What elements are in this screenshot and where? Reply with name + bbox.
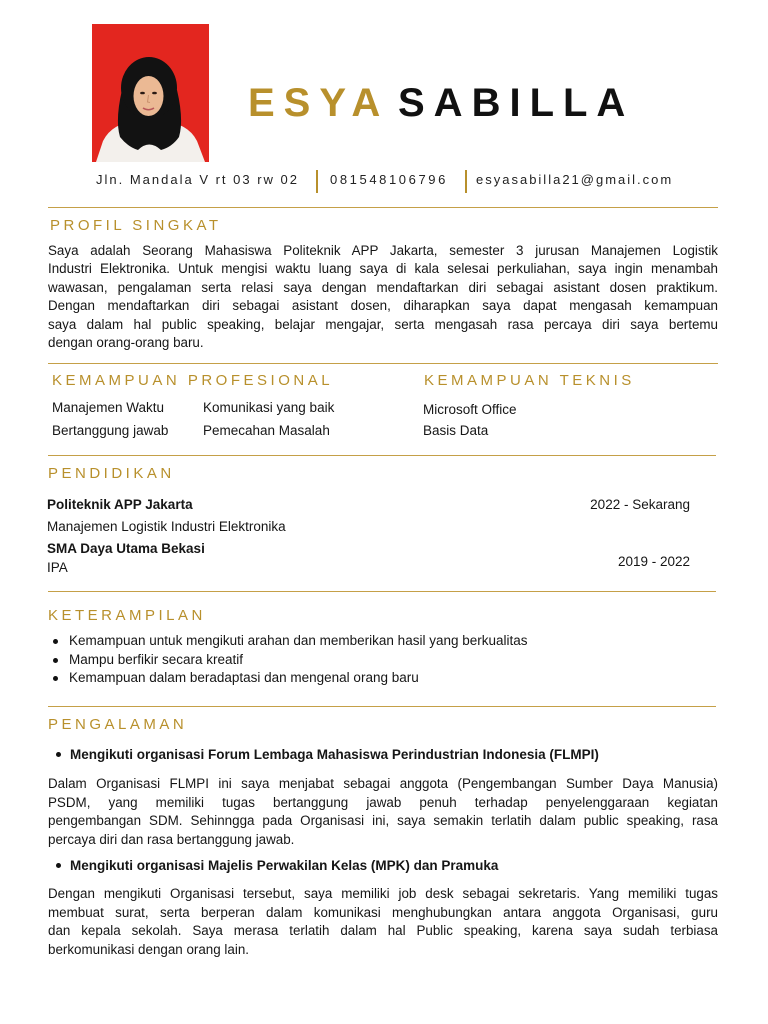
section-divider [48, 455, 716, 456]
bullet-icon [56, 863, 61, 868]
skill-item: Pemecahan Masalah [203, 423, 330, 438]
experience-heading: PENGALAMAN [48, 716, 188, 733]
bullet-icon [56, 752, 61, 757]
skill-item: Manajemen Waktu [52, 400, 165, 415]
portrait-illustration [92, 24, 209, 162]
profile-photo [92, 24, 209, 162]
technical-skill-item: Microsoft Office [423, 402, 517, 417]
experience-paragraph [48, 775, 718, 849]
skill-item: Komunikasi yang baik [203, 400, 335, 415]
paragraph-line: saya dalam hal public speaking, belajar mengajar, serta mengasah rasa percaya diri saya bertemu [48, 316, 718, 332]
education-school: Politeknik APP Jakarta [47, 497, 193, 512]
paragraph-line: Dengan mendaftarkan diri sebagai asistant dosen, diharapkan saya dapat mengasah kemampuan [48, 298, 718, 314]
contact-address: Jln. Mandala V rt 03 rw 02 [96, 172, 300, 187]
paragraph-line: Saya adalah Seorang Mahasiswa Politeknik APP Jakarta, semester 3 jurusan Manajemen Logistik [48, 243, 718, 258]
paragraph-line: PSDM, yang memiliki tugas bertanggung jawab penuh terhadap penyelenggaraan kegiatan [48, 794, 718, 810]
paragraph-line: dan kepala sekolah. Saya merasa terlatih dalam hal Public speaking, karena saya sudah terbiasa [48, 923, 718, 939]
profile-paragraph [48, 242, 718, 352]
section-divider [48, 591, 716, 592]
paragraph-line: Industri Elektronika. Untuk mengisi waktu luang saya di kala selesai perkuliahan, saya ingin menambah [48, 261, 718, 277]
experience-title: Mengikuti organisasi Forum Lembaga Mahasiswa Perindustrian Indonesia (FLMPI) [70, 747, 599, 762]
experience-title: Mengikuti organisasi Majelis Perwakilan Kelas (MPK) dan Pramuka [70, 858, 499, 873]
paragraph-line: Dengan mengikuti Organisasi tersebut, saya memiliki job desk sebagai sekretaris. Yang memiliki tugas [48, 886, 718, 901]
contact-divider [316, 170, 318, 193]
technical-skill-item: Basis Data [423, 423, 489, 438]
section-divider [48, 207, 718, 208]
bullet-icon [53, 676, 58, 681]
contact-divider [465, 170, 467, 193]
ability-item: Mampu berfikir secara kreatif [69, 652, 244, 667]
contact-email: esyasabilla21@gmail.com [476, 172, 674, 187]
profile-heading: PROFIL SINGKAT [50, 217, 222, 234]
skill-item: Bertanggung jawab [52, 423, 169, 438]
professional-skills-heading: KEMAMPUAN PROFESIONAL [52, 372, 334, 389]
bullet-icon [53, 658, 58, 663]
ability-item: Kemampuan untuk mengikuti arahan dan memberikan hasil yang berkualitas [69, 633, 528, 648]
section-divider [48, 706, 716, 707]
education-school: SMA Daya Utama Bekasi [47, 541, 205, 556]
paragraph-line: pengembangan SDM. Sehinngga pada Organisasi ini, saya semakin terlatih dalam public speaking, rasa [48, 813, 718, 829]
contact-phone: 081548106796 [330, 172, 448, 187]
experience-paragraph [48, 885, 718, 959]
name-last: SABILLA [398, 81, 635, 125]
paragraph-line: percaya diri dan rasa bertanggung jawab. [48, 831, 295, 847]
section-divider [48, 363, 718, 364]
paragraph-line: dengan orang-orang baru. [48, 334, 204, 350]
bullet-icon [53, 639, 58, 644]
paragraph-line: Dalam Organisasi FLMPI ini saya menjabat sebagai anggota (Pengembangan Sumber Daya Manusia) [48, 776, 718, 791]
paragraph-line: membuat surat, serta berperan dalam komunikasi menghubungkan antara anggota Organisasi, guru [48, 904, 718, 920]
education-period: 2019 - 2022 [617, 554, 690, 569]
education-period: 2022 - Sekarang [590, 497, 690, 512]
technical-skills-heading: KEMAMPUAN TEKNIS [424, 372, 635, 389]
abilities-heading: KETERAMPILAN [48, 607, 206, 624]
name-first: ESYA [248, 81, 390, 125]
education-heading: PENDIDIKAN [48, 465, 175, 482]
paragraph-line: berkomunikasi dengan orang lain. [48, 941, 249, 957]
education-major: IPA [47, 560, 68, 575]
ability-item: Kemampuan dalam beradaptasi dan mengenal orang baru [69, 670, 419, 685]
education-major: Manajemen Logistik Industri Elektronika [47, 519, 286, 534]
paragraph-line: wawasan, pengalaman serta relasi saya dengan mendaftarkan diri sebagai asistant dosen praktikum. [48, 279, 718, 295]
